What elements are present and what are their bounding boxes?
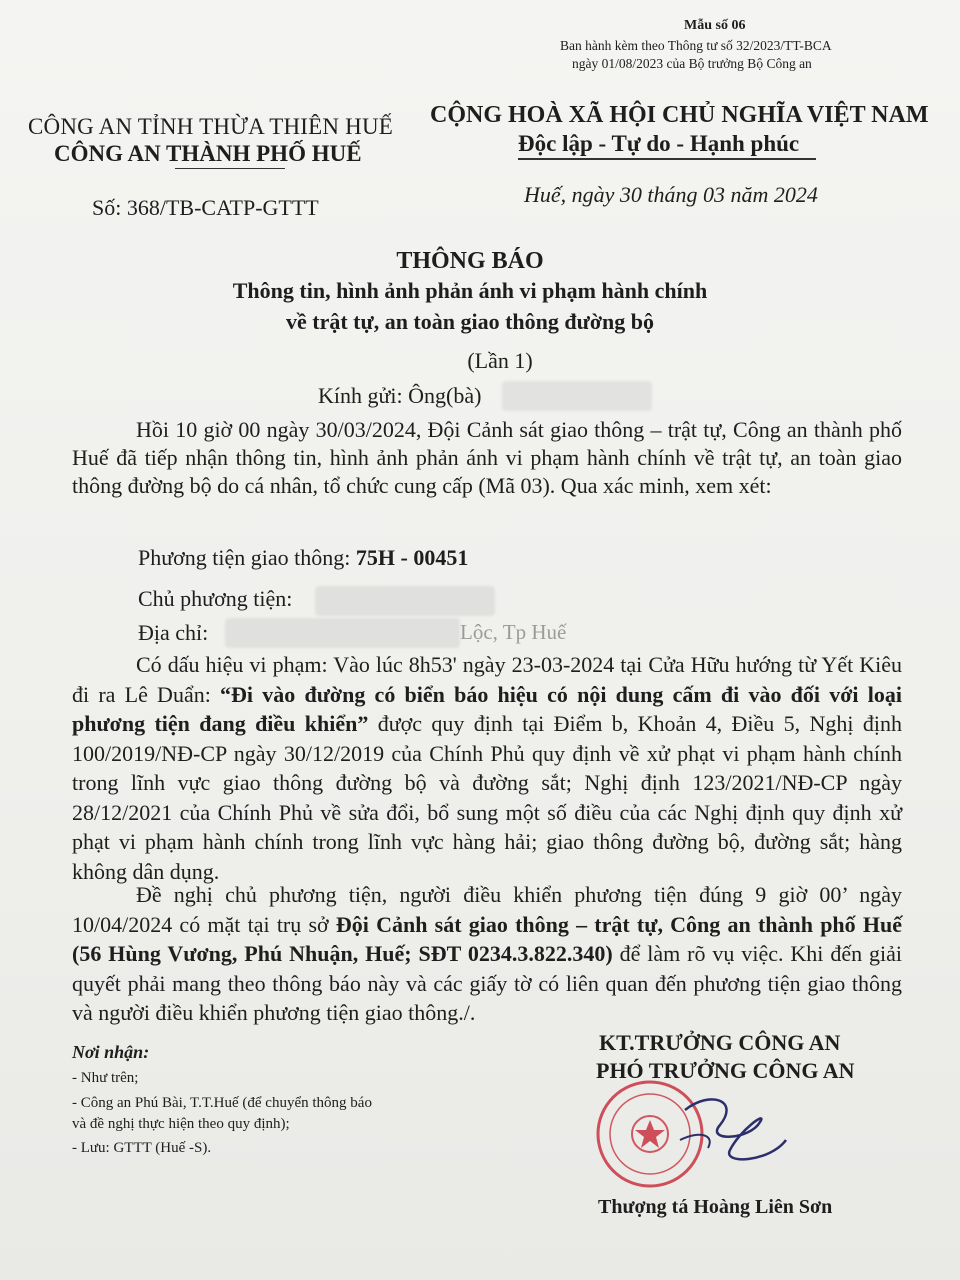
- violation-legal-basis: được quy định tại Điểm b, Khoản 4, Điều 5, Nghị định 100/2019/NĐ-CP ngày 30/12/2019 của Chính Phủ quy định về xử phạt vi phạm hành chính trong lĩnh vực giao thông đường bộ và đường sắt; Nghị định 123/2021/NĐ-CP ngày 28/12/2021 của Chính Phủ về sửa đổi, bổ sung một số điều của các Nghị định quy định xử phạt vi phạm hành chính trong lĩnh vực hàng hải; giao thông đường bộ, đường sắt; hàng không dân dụng.: [72, 711, 902, 884]
- violation-paragraph: [72, 650, 902, 886]
- owner-label: Chủ phương tiện:: [138, 586, 293, 611]
- recipients-heading: Nơi nhận:: [72, 1042, 150, 1062]
- request-intro: Đề nghị chủ phương tiện, người điều khiển phương tiện đúng 9 giờ 00’ ngày 10/04/2024 có mặt tại trụ sở: [72, 882, 902, 937]
- form-number: Mẫu số 06: [684, 18, 746, 33]
- vehicle-label: Phương tiện giao thông:: [138, 545, 356, 570]
- recipient-item: - Lưu: GTTT (Huế -S).: [72, 1140, 212, 1156]
- request-paragraph: [72, 880, 902, 1028]
- document-title: THÔNG BÁO: [396, 248, 544, 274]
- document-subtitle-line1: Thông tin, hình ảnh phản ánh vi phạm hành chính: [232, 278, 708, 303]
- violation-description: “Đi vào đường có biển báo hiệu có nội dung cấm đi vào đối với loại phương tiện đang điều khiển”: [72, 681, 902, 736]
- motto-underline: [518, 158, 816, 160]
- request-location: Đội Cảnh sát giao thông – trật tự, Công an thành phố Huế (56 Hùng Vương, Phú Nhuận, Huế; SĐT 0234.3.822.340): [72, 911, 902, 966]
- recipient-item: - Công an Phú Bài, T.T.Huế (để chuyển thông báo: [72, 1095, 372, 1111]
- intro-paragraph: Hồi 10 giờ 00 ngày 30/03/2024, Đội Cảnh sát giao thông – trật tự, Công an thành phố Huế đã tiếp nhận thông tin, hình ảnh phản ánh vi phạm hành chính về trật tự, an toàn giao thông đường bộ do cá nhân, tổ chức cung cấp (Mã 03). Qua xác minh, xem xét:: [72, 417, 902, 498]
- form-issued-line: Ban hành kèm theo Thông tư số 32/2023/TT-BCA: [560, 38, 832, 53]
- form-issued-date-line: ngày 01/08/2023 của Bộ trưởng Bộ Công an: [572, 56, 812, 71]
- document-number: Số: 368/TB-CATP-GTTT: [92, 195, 319, 220]
- signer-name: Thượng tá Hoàng Liên Sơn: [598, 1196, 833, 1218]
- vehicle-plate: 75H - 00451: [355, 545, 469, 570]
- signature-title-line1: KT.TRƯỞNG CÔNG AN: [599, 1030, 841, 1055]
- redacted-owner: [315, 586, 495, 616]
- official-seal: [590, 1070, 790, 1200]
- request-instructions: để làm rõ vụ việc. Khi đến giải quyết phải mang theo thông báo này và các giấy tờ có liên quan đến phương tiện giao thông và người điều khiển phương tiện giao thông./.: [72, 941, 902, 1025]
- addressee: Kính gửi: Ông(bà): [318, 383, 482, 408]
- document-date: Huế, ngày 30 tháng 03 năm 2024: [524, 182, 818, 207]
- violation-intro: Có dấu hiệu vi phạm: Vào lúc 8h53' ngày 23-03-2024 tại Cửa Hữu hướng từ Yết Kiêu đi ra Lê Duẩn:: [72, 652, 902, 707]
- parent-agency: CÔNG AN TỈNH THỪA THIÊN HUẾ: [28, 114, 394, 139]
- recipient-item: và đề nghị thực hiện theo quy định);: [72, 1116, 290, 1132]
- signature-title-line2: PHÓ TRƯỞNG CÔNG AN: [596, 1058, 855, 1083]
- redacted-name: [502, 381, 652, 411]
- issuing-agency: CÔNG AN THÀNH PHỐ HUẾ: [54, 141, 362, 166]
- recipient-item: - Như trên;: [72, 1070, 139, 1086]
- national-motto: Độc lập - Tự do - Hạnh phúc: [518, 131, 800, 156]
- document-subtitle-line2: về trật tự, an toàn giao thông đường bộ: [285, 309, 654, 334]
- agency-underline: [175, 168, 285, 169]
- notice-count: (Lần 1): [467, 348, 533, 373]
- address-visible-part: Lộc, Tp Huế: [460, 620, 567, 644]
- national-title: CỘNG HOÀ XÃ HỘI CHỦ NGHĨA VIỆT NAM: [430, 102, 929, 128]
- address-label: Địa chỉ:: [138, 620, 209, 645]
- redacted-address: [225, 618, 460, 648]
- vehicle-line: [138, 545, 468, 571]
